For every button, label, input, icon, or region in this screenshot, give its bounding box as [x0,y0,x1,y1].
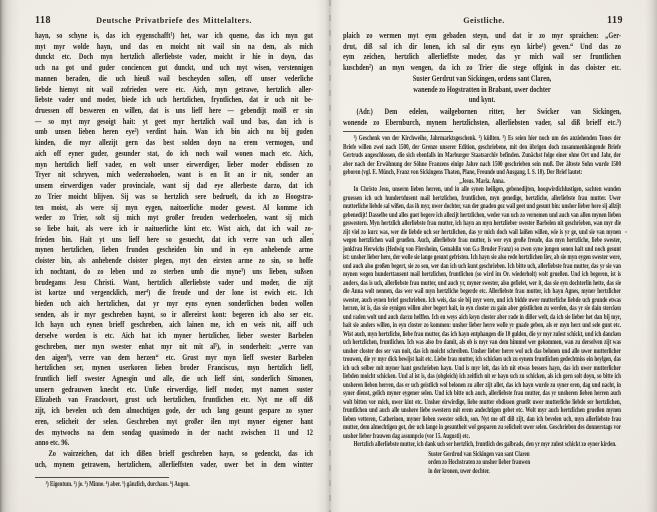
footnote-area [343,135,657,476]
text-line: ich nochtant, do zo leben und zo sterben umb die myne³) uns lieben, sußsen [35,265,313,276]
text-line: bieden uch aich hertzlichen, dat yr myr eyns eynen sonderlichen boden wollen [35,297,313,308]
text-line: plaich zo wermen myt eym gebaden steyn, und dat ir zo myr spraichen: „Ger- [343,30,621,40]
text-line: wonende zo Ebernburch, mynem hertzlichsten, allerliebsten vader, sal diß brieff etc.³) [343,116,621,127]
signature-lines [343,73,621,105]
body-lines [343,30,621,73]
text-line: eren, selicheit der selen. Geschreben myt großer ilen myt myner eigener hant [35,415,313,426]
footnote-text: ¹) Eigentum. ²) je. ³) Minne. ⁴) aber. ⁵) gänzlich, durchaus. ⁶) Augen. [45,481,190,488]
text-line: hertzlichen ser, mynen userkoren lieben broder Franciscus, myn hertzlich lieff, [35,362,313,373]
text-line: mynen hertzlichen, lieben frunden gescheiden bin und in eyn anhebende arme [35,244,313,255]
text-line: zo Trier moicht blijven. Sij was so hertzlich sere bedrueft, da ich zo Hoogstra- [35,190,313,201]
signature-block [343,73,657,105]
body-text [343,30,657,73]
text-line: zijt, ich bevelen uch dem almochtigen gode, der uch lang gesunt gespare zo syner [35,405,313,416]
text-line: unsern gedrauwen knecht etc. Unße eirwerdige, lieff moder, myt namen suster [35,383,313,394]
signature-line: in der kronen, uwer dochter. [428,467,490,475]
address-lines [343,106,621,127]
footnote-blocks [343,135,621,476]
text-line: senden, als ir myr geschreben haynt, so ir allereirst kont: begeren ich also ser etc. [35,308,313,319]
running-title: Geistliche. [463,16,505,25]
footnote-paragraph: ¹) Geschenk von der Kirchweihe, Jahrmarktsgeschenk. ²) küßten. ³) Es seien hier noch um des anziehenden Tones der Briefe willen zwei nach 1500, der Grenze unserer Edition, geschriebene, mit den übrigen doch zusammenhängende Briefe Gertruds angeschlossen, die sich ebenfalls im Marburger Staatsarchiv befinden. Zunächst folge einer ohne Ort und Jahr, der aber nach der Erwähnung der Söhne Franzens einige Jahre nach 1500 geschrieben sein muß. Der älteste Sohn wurde 1500 geboren (vgl. E. Münch, Franz von Sickingens Thaten, Plane, Freunde und Ausgang, I. S. 10). Der Brief lautet: [343,135,621,176]
text-line: unsem eirwerdigen vader provinciale, want sij dad eye allerbeste darzo, dat ich [35,180,313,191]
text-line: dunckt etc. Doch myn hertzlich allerliebste vader, moicht ir hie in doyn, das [35,51,313,62]
text-line: brudegams Jesu Christi. Want, hertzlich allerliebste vader und moder, die zijt [35,276,313,287]
text-line: ist kortze und vergencklich, mer⁴) die freude und der lone ist ewich etc. Ich [35,287,313,298]
text-line: mannen beraden, die uch hieuß wail bescheyden sollen, off unser vederliche [35,72,313,83]
text-line: liebde hiemyt nit wail zofrieden were etc. Aich, myn getrawe, hertzlich aller- [35,83,313,94]
footnote-rule [343,131,453,132]
text-line: (Adr.) Dem edelen, wailgebornen ritter, her Swicker van Sickingen, [356,106,621,116]
signature-line: und kynt. [468,94,496,104]
text-line: so liebe hait, als were ich ir naituerliche kint etc. Wist aich, dat ich wail zo- [35,222,313,233]
text-line: derselve worden is etc. Aich hat ich myner hertzlicher, lieber swester Barbelen [35,330,313,341]
text-line: aich off eyner guder, gesunder stat, do ich noch wail wonen mach etc. Aich, [35,147,313,158]
text-line: drut, diß sal ich dir lonen, ich sal dir eyns eyn kirbe¹) geven.“ Und das zo [343,40,621,51]
page-number: 119 [607,15,623,26]
text-line: Ich hayn uch eynen brieff geschreben, aich lainen me, ich en weis nit, aiff uch [35,319,313,330]
footnote-area [35,481,407,490]
text-line: eym zeichen, hertzlich allerlieffste moder, das yr mich wail ser fruntlichen [343,51,621,62]
signature-line: Suster Gerdrud van Sickingen van sant Claren [428,450,530,458]
footnote-rule [35,477,169,478]
text-line: umb unsen lieben heren eye²) verdint hain. Wan ich bin aich nu bij guden [35,126,313,137]
signature-line: wanende zo Hogstratten in Brabant, uwer dochter [413,83,551,94]
text-line: druessen off besweren en willen, dat is uns lieff here — gebendijt moiß er sin [35,105,313,116]
page-header [343,15,625,28]
left-edge-shadow [0,0,20,512]
text-line: frieden bin. Hait yt uns lieff here so gesuecht, dat ich verre van uch allen [35,233,313,244]
signature-line: Suster Gerdrut van Sickingen, ordens sant Claren, [412,73,552,83]
body-lines [35,30,313,469]
text-line: cloister bin, als anhebende cloister plegen, myt den eirsten arme zo sin, so hoffe [35,255,313,266]
page-number: 118 [35,15,51,26]
text-line: hayn, so schyne is, das ich eygenschafft¹) het, war ich queme, das ich myn gut [35,30,313,40]
signature-line: orden zo Hochstraten zo unsher lieber frauwen [428,459,531,466]
text-line: ten moist, als were sij myn eygen, naitoerliche moder gewest. Al komme ich [35,201,313,212]
text-line: liebste vader und moder, biede ich uch hertzlichen, fryntlichen, dat ir uch nit be- [35,94,313,105]
text-line: anno etc. 96. [35,437,70,448]
text-line: uch na got und guder conciencen gut dunckt, und uch myt wisen, verstennigen [35,62,313,73]
running-title: Deutsche Privatbriefe des Mittelalters. [96,16,252,25]
text-line: des mytwochs na dem sondag quasimodo in der nacht zwischen 11 und 12 [35,426,313,437]
text-line: uch, mynem getrawem, hertzlichem, allerlieffsten vader, uwer bet in dem wintter [35,458,313,469]
text-line: Elizabeth van Franckvort, grust uch hertzlichen, fruntlichen etc. Nyt me off diß [35,394,313,405]
text-line: Tryer nit schryven, mich wederzohoelen, want is en lit an ir nit, sonder an [35,169,313,180]
text-line: kuschden²) an myn wengen, da ich zo Trier die stege offgink in das cloister etc. [343,62,621,73]
text-line: myt myr wolde hayn, und das en moicht nit wail sin na dem, als mich [35,40,313,51]
footnote-salutation: „Jesus. Maria. Anna. [459,177,505,185]
text-line: kinden, die myr allezijt gern das best solden doyn na erem vermogen, und [35,137,313,148]
page-header [35,15,313,28]
text-line: geschreben, mer myn swester enhat myr nit mit al⁵), in sonderheit: „verre van [35,340,313,351]
footnote-signature-block [343,451,621,477]
text-line: — so myt myr gesoigt hait: yt geet myr hertzlich wail und bas, dan ich is [35,115,313,126]
footnote-paragraph: In Christo Jesu, unserm lieben herren, und in alle synen heiligen, gebenedijten, hoogwirdichlustigen, sachten wunden gruessen ich uch hundertdusent mail hertzlichen, fruntlichen, myn genedige, hertzliche, allerliebste frau mutter. Uwer mutterliche liebde sal wißen, das ih myr, uwer dochter, van der gnaden goz wail geet und gesunt bin: unsher lieber here sij allzijt gebenedijt! Dasselbe und alles guet begere ich allezijt hertzlichen, weder van uch zo vernemen und auch van allen mynen lieben geswestern. Myn hertzlich allerliebste frau mutter, ich hayn an myn hertzlieber swester Barbelen nit geschrieben, wan myr die zijt viel zo kurz was, wer die liebde uch ser hertzlichen, das yr mich doch wail laißen wißen, wie is yr ge, und sie van mynen wegen hertzlichen wail grueßen. Auch, allerliebste frau mutter, is wer eyn große freude, das myn hertzliche, liebe swester, jonkfrau Herwichs (Hedwig von Flersheim, Gemahlin von G.s Bruder Franz) so zwen syne jungen sonen halt und noch gesunt ist: unsher lieber here, der wolle sie lange gesunt gefristen. Ich hayn sie also rede hertzlichen liev, ab sie myn eygen swester were, und auch also großen begert, sie zo sen, wer dan ich uch kunt geschrieben. Ich bitte uch, allerliebste frau mutter, das yr sie van mynen wegen hunderttausent mail hertzlichen, fruntlichen (so wird im Or. wiederholt) wolt grueßen. Und ich begeren, ist is anders, das is uch, allerliebste frau mutter, und auch yr, myner swester, also gefielet, wer it, das sie eyn dochterlin hette, das sie die Anna wolt nennen, das wer wail myn hertzliche begerde etc. Allerliebste frau mutter, ich hayn Agnes, myner hertzlicher swester, auch eynen brief geschrieben. Ich weis, das sie bij myr were, und ich bidde uwer mutterliche liebde uch grunde etwas herzen, ist is, das sie eynigen willen aber begert hait, in eyn closter zu gain aber geistlichen zu werden, das yr sie dain stercken und raden wolt und auch darzu helffen. Ich en weys aich keyn closter aber rade in dißer welt, da ich sie lieber het dan bij myr, hait sie anders willen, in eyn closter zo kommen: unsher lieber herre wolle yr gnade geben, als er myn herz und sele gunt etc. Wist auch, myn hertzliche, liebe frau mutter, das ich hayn entphangen die 10 gulden, die yr myr zulest schickt, und ich dancken uch hertzlichen, fruntlichen. Ich was also fro damit, als ob is myr van dem himmel wer gekommen, wan zu derselven zijt was unsher closter des ser van noit, das ich moicht schreiben. Unsher lieber herre wol uch das belonen und alle uwer mutterlicher trouwen, die yr myr dick bewijst hait etc. Liebe frau mutter, ich schicken uch zu eynem fruntlichen gedechtniss ein heylgen, das ich uch selber mit myner hant geschrieben hayn. Und is myr leit, das ich nit etwas bessers hayn, das ich uwer mutterlicher liebden moicht schicken. Und al ist is, das (obgleich) ich zeitlich nit er hayn uch zu schicken, als ich gern solt doyn, so bitte ich unsheren lieben herren, das er uch geistlich wol belonen zu aller zijt allet, das ich hayn wurde zu syner eren, dag und nacht, in syner dienst, gelich myner eygener selen. Und ich bitte uch auch, allerliebste frau mutter, das yr unsheren lieben herren auch wolt bitten vor mich, uwer kint etc. Unsher eirwirdige, liebe mutter ebdissen grueßt uwer mutterliche liebde ser hertzlichen, fruntlichen und auch alle unshere liebe swestern mit erem andechtigen gebet etc. Wolt myr auch hertzlichen grueßen mynen lieben vetteren, Catherinen, myner lieben swester selich, son. Nyt me off diß zijt, dan ich bevelen uch, myn allerliebste frau mutter, dem almechtigen got, der uch lange in gesuntheit wol gesparen zu selicheit uwer selen. Geschrieben des donnerstags vor unsher lieber frauwen dag assumpcio (vor 15. Augusti) etc. [343,186,621,440]
address-block [343,106,657,127]
text-line: fruntlich lieff swester Agnesgin und alle, die uch lieff sint, sonderlich Simonen, [35,373,313,383]
text-line: weder zo Trier, solt sij mich myt großer freuden wederhoelen, want sij mich [35,212,313,223]
text-line: den aigen⁶), verre van dem herzen“ etc. Grust myr myn lieff swester Barbelen [35,351,313,362]
footnote-paragraph: Hertzlich allerliebste mutter, ich dank uch ser hertzlich, fruntlich des galbrads, den yr myr zulest schickt zo eyner kirden. [353,441,617,448]
text-line: myn hertzlich lieff vader, en wolt unser eirwerdiger, lieber moder ebdissen zo [35,158,313,169]
text-line: Zo wairzeichen, dat ich dißen brieff geschreben hayn, so gedenckt, das ich [48,448,313,459]
